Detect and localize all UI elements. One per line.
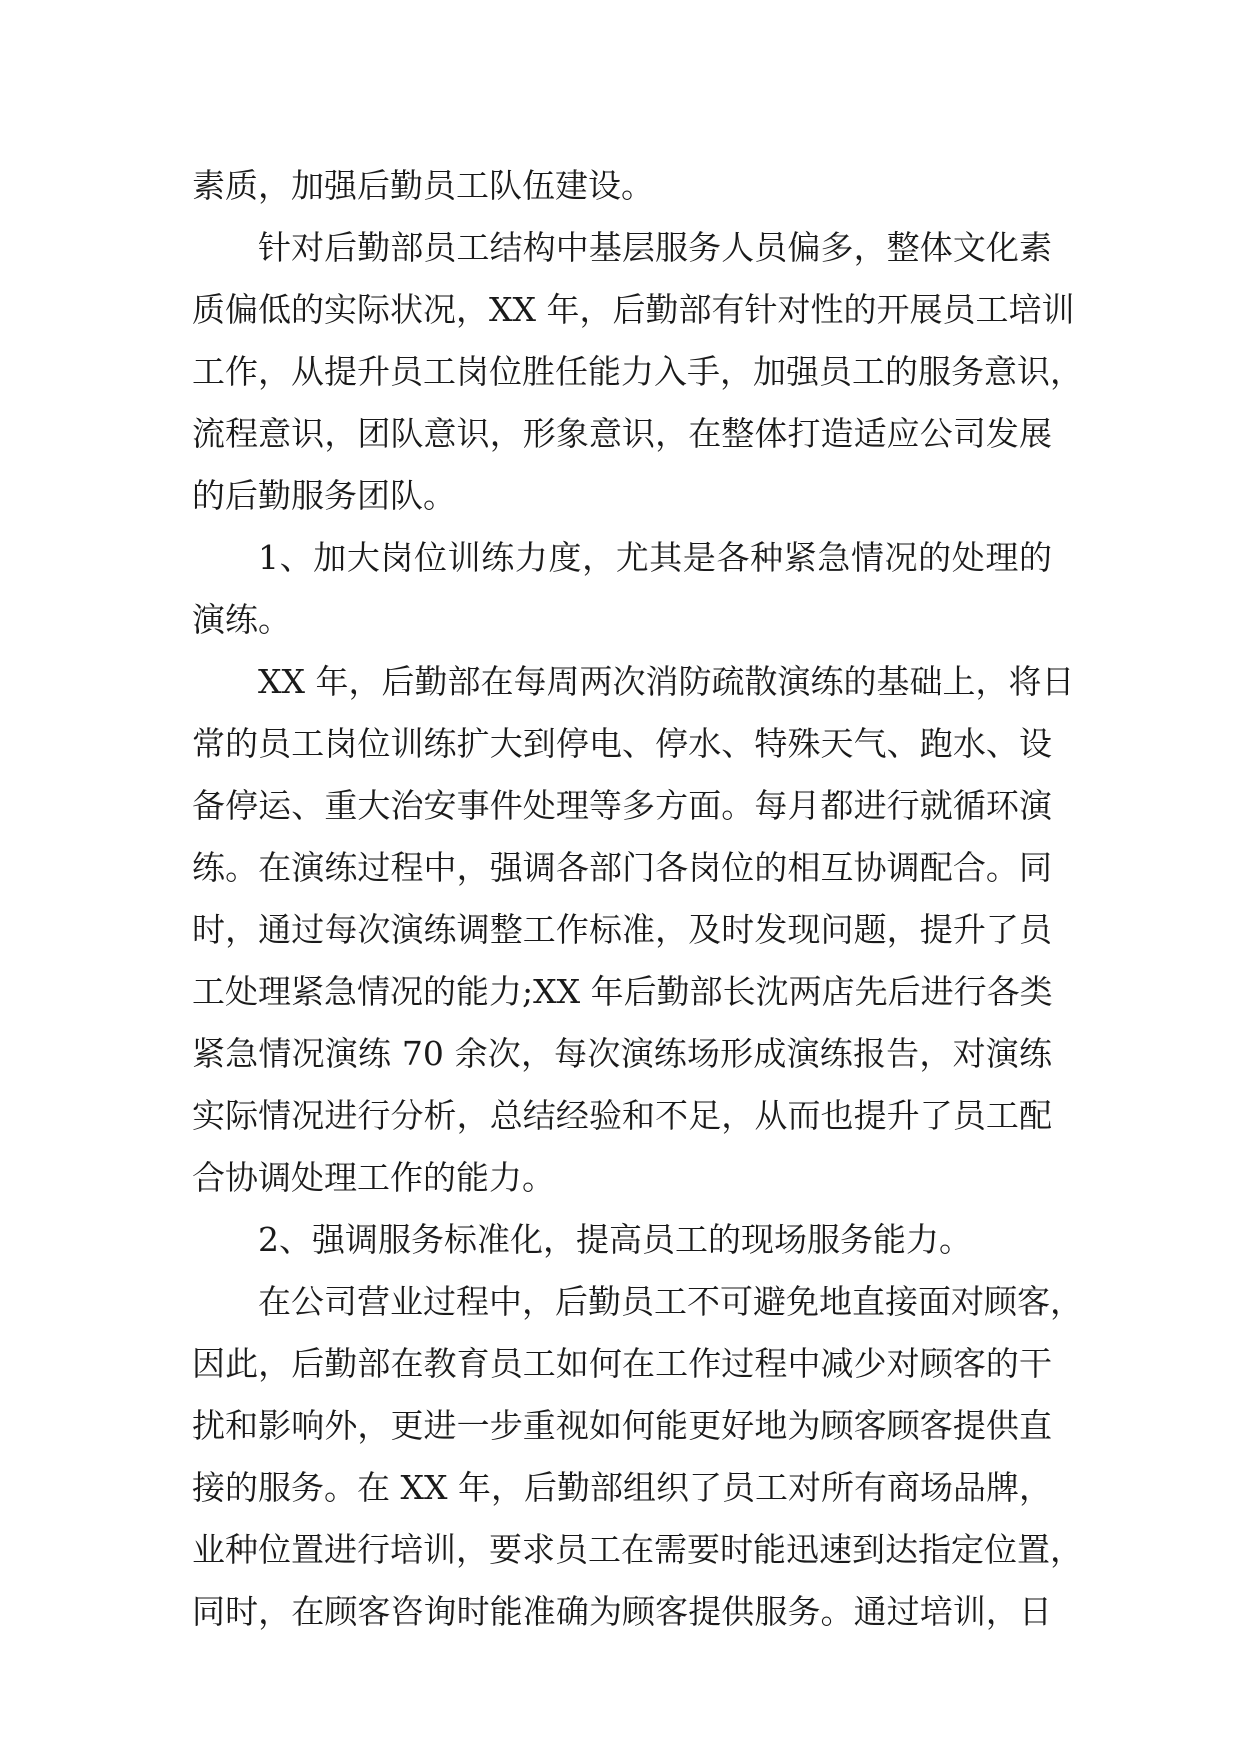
text-line: 业种位置进行培训，要求员工在需要时能迅速到达指定位置， (192, 1530, 1083, 1569)
paragraph-first-line: XX 年，后勤部在每周两次消防疏散演练的基础上，将日 (258, 662, 1075, 701)
text-line: 合协调处理工作的能力。 (192, 1158, 555, 1197)
section-heading-2: 2、强调服务标准化，提高员工的现场服务能力。 (258, 1220, 972, 1259)
text-line: 流程意识，团队意识，形象意识，在整体打造适应公司发展 (192, 414, 1052, 453)
text-line: 实际情况进行分析，总结经验和不足，从而也提升了员工配 (192, 1096, 1052, 1135)
text-line: 常的员工岗位训练扩大到停电、停水、特殊天气、跑水、设 (192, 724, 1052, 763)
text-line: 演练。 (192, 600, 291, 639)
text-line: 质偏低的实际状况，XX 年，后勤部有针对性的开展员工培训 (192, 290, 1075, 329)
text-line: 同时，在顾客咨询时能准确为顾客提供服务。通过培训，日 (192, 1592, 1052, 1631)
text-line: 扰和影响外，更进一步重视如何能更好地为顾客顾客提供直 (192, 1406, 1052, 1445)
text-line: 工处理紧急情况的能力;XX 年后勤部长沈两店先后进行各类 (192, 972, 1053, 1011)
text-line: 备停运、重大治安事件处理等多方面。每月都进行就循环演 (192, 786, 1052, 825)
text-line: 练。在演练过程中，强调各部门各岗位的相互协调配合。同 (192, 848, 1052, 887)
text-line: 的后勤服务团队。 (192, 476, 456, 515)
paragraph-first-line: 针对后勤部员工结构中基层服务人员偏多，整体文化素 (258, 228, 1052, 267)
text-line: 因此，后勤部在教育员工如何在工作过程中减少对顾客的干 (192, 1344, 1052, 1383)
section-heading-1: 1、加大岗位训练力度，尤其是各种紧急情况的处理的 (258, 538, 1052, 577)
text-line: 工作，从提升员工岗位胜任能力入手，加强员工的服务意识， (192, 352, 1083, 391)
text-line: 时，通过每次演练调整工作标准，及时发现问题，提升了员 (192, 910, 1052, 949)
text-line: 接的服务。在 XX 年，后勤部组织了员工对所有商场品牌， (192, 1468, 1052, 1507)
text-line: 素质，加强后勤员工队伍建设。 (192, 166, 654, 205)
text-line: 紧急情况演练 70 余次，每次演练场形成演练报告，对演练 (192, 1034, 1052, 1073)
paragraph-first-line: 在公司营业过程中，后勤员工不可避免地直接面对顾客， (258, 1282, 1083, 1321)
